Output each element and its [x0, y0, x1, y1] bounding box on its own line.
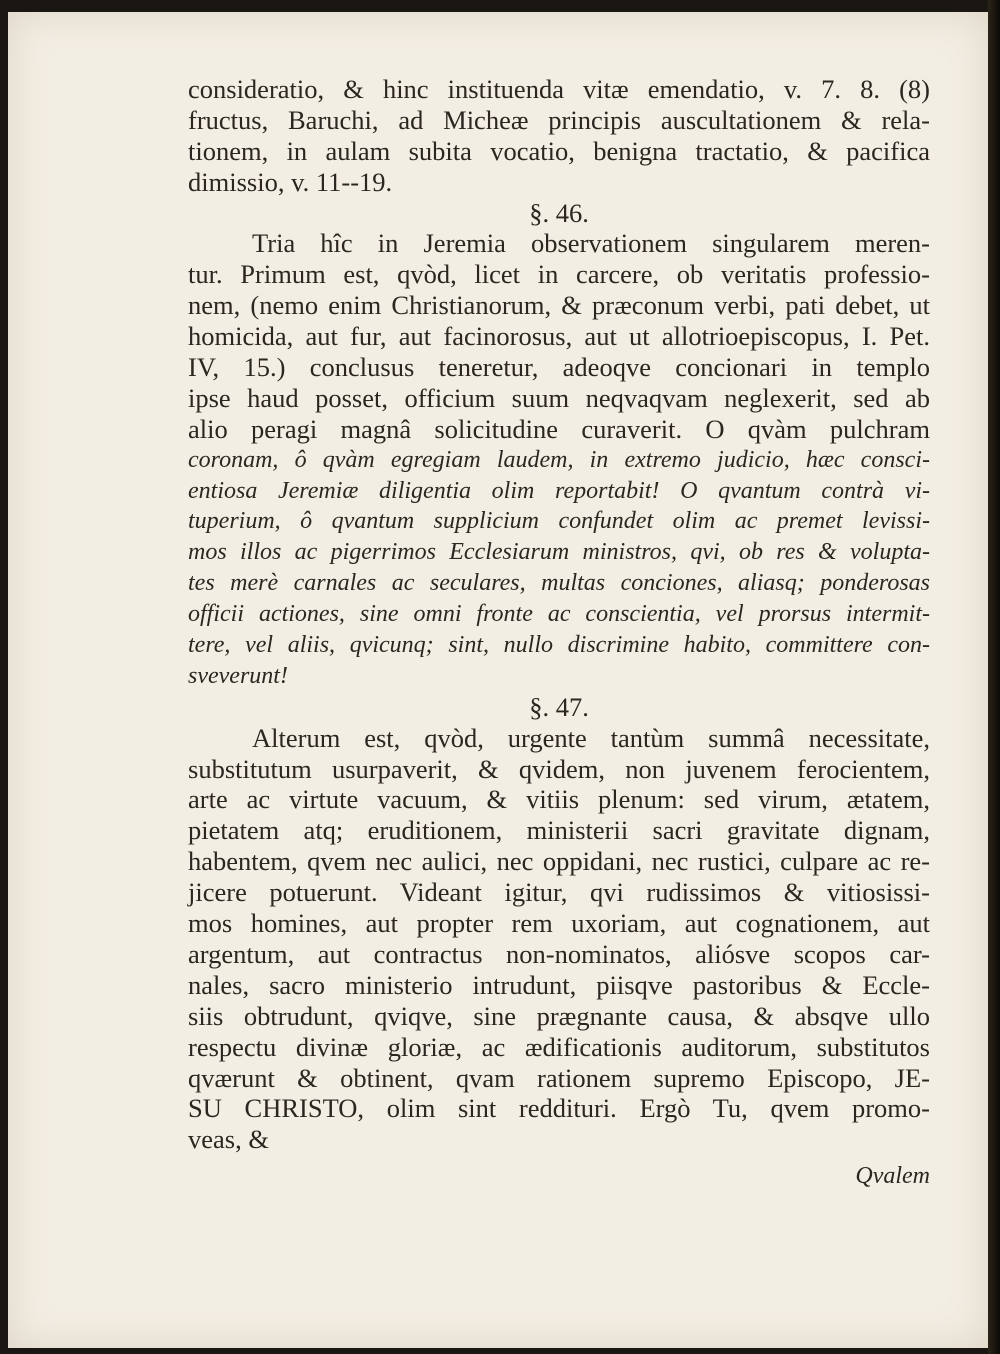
- italic-text-line: sveverunt!: [188, 662, 288, 689]
- italic-text-line: mos illos ac pigerrimos Ecclesiarum ministros, qvi, ob res & volupta-: [188, 539, 930, 566]
- catchword: Qvalem: [855, 1163, 930, 1190]
- text-line: veas, &: [188, 1124, 269, 1155]
- page-text-block: [188, 74, 930, 1192]
- text-line: nales, sacro ministerio intrudunt, piisqve pastoribus & Eccle-: [188, 969, 930, 1000]
- text-line: respectu divinæ gloriæ, ac ædificationis auditorum, substitutos: [188, 1031, 930, 1062]
- text-line: alio peragi magnâ solicitudine curaverit. O qvàm pulchram: [188, 413, 930, 444]
- text-line: jicere potuerunt. Videant igitur, qvi rudissimos & vitiosissi-: [188, 877, 930, 908]
- text-line: IV, 15.) conclusus teneretur, adeoqve concionari in templo: [188, 352, 930, 383]
- text-line: ipse haud posset, officium suum neqvaqvam neglexerit, sed ab: [188, 382, 930, 413]
- text-line: substitutum usurpaverit, & qvidem, non juvenem ferocientem,: [188, 753, 930, 784]
- text-line: mos homines, aut propter rem uxoriam, aut cognationem, aut: [188, 908, 930, 939]
- text-line: habentem, qvem nec aulici, nec oppidani, nec rustici, culpare ac re-: [188, 846, 930, 877]
- italic-text-line: tes merè carnales ac seculares, multas conciones, aliasq; ponderosas: [188, 570, 930, 597]
- text-line: qværunt & obtinent, qvam rationem supremo Episcopo, JE-: [188, 1062, 930, 1093]
- section-heading: §. 46.: [529, 197, 589, 228]
- text-line: Alterum est, qvòd, urgente tantùm summâ necessitate,: [252, 722, 930, 753]
- text-line: homicida, aut fur, aut facinorosus, aut ut allotrioepiscopus, I. Pet.: [188, 321, 930, 352]
- text-line: Tria hîc in Jeremia observationem singularem meren-: [252, 228, 930, 259]
- text-line: siis obtrudunt, qviqve, sine prægnante causa, & absqve ullo: [188, 1000, 930, 1031]
- text-line: consideratio, & hinc instituenda vitæ emendatio, v. 7. 8. (8): [188, 74, 930, 104]
- text-line: dimissio, v. 11--19.: [188, 166, 393, 197]
- text-line: fructus, Baruchi, ad Micheæ principis auscultationem & rela-: [188, 104, 930, 135]
- text-line: SU CHRISTO, olim sint reddituri. Ergò Tu, qvem promo-: [188, 1093, 930, 1124]
- italic-text-line: entiosa Jeremiæ diligentia olim reportabit! O qvantum contrà vi-: [188, 477, 930, 504]
- text-line: arte ac virtute vacuum, & vitiis plenum: sed virum, ætatem,: [188, 784, 930, 815]
- text-line: tur. Primum est, qvòd, licet in carcere, ob veritatis professio-: [188, 259, 930, 290]
- text-line: argentum, aut contractus non-nominatos, aliósve scopos car-: [188, 938, 930, 969]
- text-line: nem, (nemo enim Christianorum, & præconum verbi, pati debet, ut: [188, 290, 930, 321]
- italic-text-line: coronam, ô qvàm egregiam laudem, in extremo judicio, hæc consci-: [188, 446, 930, 473]
- section-heading: §. 47.: [529, 691, 589, 722]
- italic-text-line: officii actiones, sine omni fronte ac conscientia, vel prorsus intermit-: [188, 601, 930, 628]
- text-line: tionem, in aulam subita vocatio, benigna tractatio, & pacifica: [188, 135, 930, 166]
- text-line: pietatem atq; eruditionem, ministerii sacri gravitate dignam,: [188, 815, 930, 846]
- italic-text-line: tere, vel aliis, qvicunq; sint, nullo discrimine habito, committere con-: [188, 632, 930, 659]
- italic-text-line: tuperium, ô qvantum supplicium confundet olim ac premet levissi-: [188, 508, 930, 535]
- book-spine-edge: [988, 0, 1000, 1354]
